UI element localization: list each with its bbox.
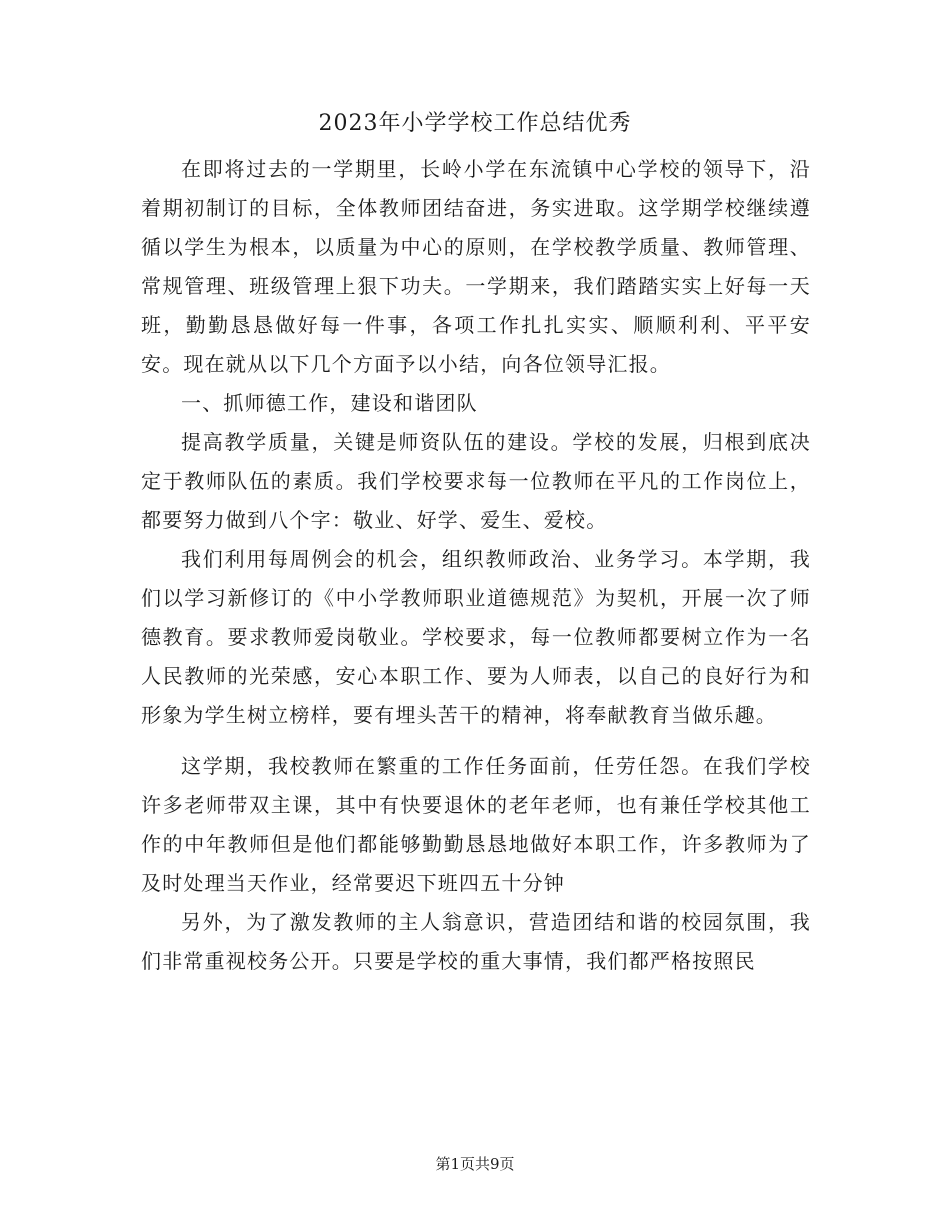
paragraph-intro: 在即将过去的一学期里，长岭小学在东流镇中心学校的领导下，沿着期初制订的目标，全体教师团结奋进，务实进取。这学期学校继续遵循以学生为根本，以质量为中心的原则，在学校教学质量、教师管理、常规管理、班级管理上狠下功夫。一学期来，我们踏踏实实上好每一天班，勤勤恳恳做好每一件事，各项工作扎扎实实、顺顺利利、平平安安。现在就从以下几个方面予以小结，向各位领导汇报。 [141, 157, 811, 376]
document-body [141, 150, 811, 981]
paragraph-ethics-study: 我们利用每周例会的机会，组织教师政治、业务学习。本学期，我们以学习新修订的《中小学教师职业道德规范》为契机，开展一次了师德教育。要求教师爱岗敬业。学校要求，每一位教师都要树立作为一名人民教师的光荣感，安心本职工作、要为人师表，以自己的良好行为和形象为学生树立榜样，要有埋头苦干的精神，将奉献教育当做乐趣。 [141, 547, 811, 727]
section-heading-1: 一、抓师德工作，建设和谐团队 [181, 391, 478, 415]
page-title: 2023年小学学校工作总结优秀 [318, 111, 632, 136]
paragraph-hard-work: 这学期，我校教师在繁重的工作任务面前，任劳任怨。在我们学校许多老师带双主课，其中有快要退休的老年老师，也有兼任学校其他工作的中年教师但是他们都能够勤勤恳恳地做好本职工作，许多教师为了及时处理当天作业，经常要迟下班四五十分钟 [141, 754, 811, 895]
page-number: 第1页共9页 [435, 1155, 515, 1173]
paragraph-transparency: 另外，为了激发教师的主人翁意识，营造团结和谐的校园氛围，我们非常重视校务公开。只要是学校的重大事情，我们都严格按照民 [141, 910, 811, 973]
paragraph-teacher-quality: 提高教学质量，关键是师资队伍的建设。学校的发展，归根到底决定于教师队伍的素质。我们学校要求每一位教师在平凡的工作岗位上，都要努力做到八个字：敬业、好学、爱生、爱校。 [141, 430, 811, 532]
